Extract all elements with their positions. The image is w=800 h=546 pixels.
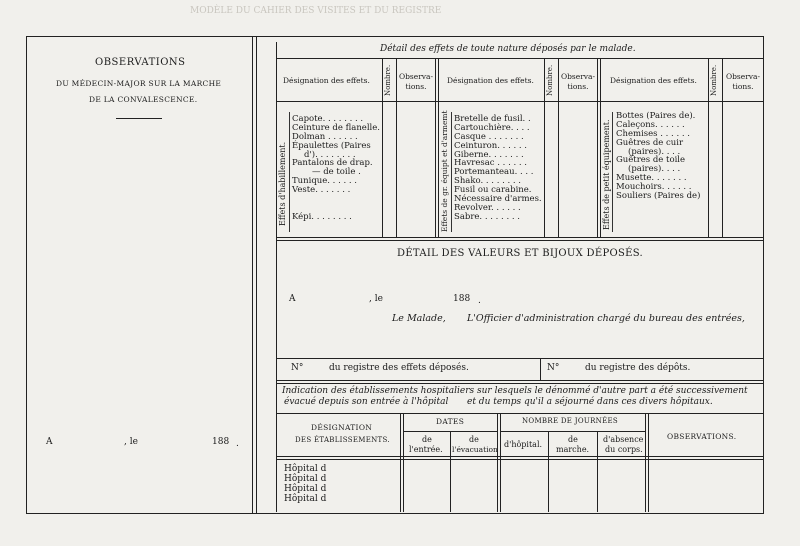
list-item: Ceinture de flanelle. bbox=[292, 122, 380, 133]
table-row: Hôpital d bbox=[284, 484, 327, 494]
valeurs-date-a: A bbox=[289, 294, 296, 304]
g1-brace bbox=[289, 112, 290, 232]
hop-hopital-header: d'hôpital. bbox=[504, 440, 543, 449]
hop-col-nombre-1 bbox=[497, 413, 498, 512]
list-item: Giberne. . . . . . . bbox=[454, 149, 524, 160]
divider-left-2 bbox=[256, 36, 257, 514]
sep-g3-nombre bbox=[708, 58, 709, 238]
registre-no1: N° bbox=[291, 363, 304, 373]
list-item: Veste. . . . . . . bbox=[292, 185, 351, 196]
sep-g2-nombre bbox=[544, 58, 545, 238]
list-item: Ceinturon. . . . . . bbox=[454, 140, 527, 151]
observations-date-end: . bbox=[236, 439, 239, 449]
sep-g2-start-2 bbox=[438, 58, 439, 238]
observations-rule bbox=[116, 118, 162, 119]
g3-group-label: Effets de petit équipement. bbox=[602, 119, 611, 230]
g2-observations-header: Observa-tions. bbox=[560, 72, 596, 91]
observations-date-a: A bbox=[46, 437, 53, 447]
valeurs-date-le: , le bbox=[369, 294, 383, 304]
g2-nombre-header: Nombre. bbox=[546, 64, 554, 96]
list-item: Revolver. . . . . . bbox=[454, 202, 521, 213]
sep-g2-start-1 bbox=[435, 58, 436, 238]
list-item: Sabre. . . . . . . . bbox=[454, 211, 520, 222]
list-item: Épaulettes (Paires bbox=[292, 140, 371, 151]
hop-designation-header-2: DES ÉTABLISSEMENTS. bbox=[295, 436, 390, 444]
g2-designation-header: Désignation des effets. bbox=[447, 76, 534, 85]
list-item: d'). . . . . . . . bbox=[304, 149, 356, 160]
list-item: Pantalons de drap. bbox=[292, 158, 373, 169]
hop-marche-header-1: de bbox=[568, 435, 578, 444]
list-item: Musette. . . . . . . bbox=[616, 173, 687, 184]
list-item: Guêtres de cuir bbox=[616, 137, 684, 148]
registre-bottom-rule-2 bbox=[276, 383, 764, 384]
main-left-edge bbox=[276, 42, 277, 512]
list-item: Havresac . . . . . . bbox=[454, 158, 527, 169]
g1-group-label: Effets d'habillement. bbox=[278, 141, 287, 226]
list-item: Caleçons. . . . . . bbox=[616, 119, 685, 130]
hop-evac-header-1: de bbox=[469, 435, 479, 444]
list-item: Fusil ou carabine. bbox=[454, 185, 532, 196]
g3-designation-header: Désignation des effets. bbox=[610, 76, 697, 85]
list-item: Casque . . . . . . . bbox=[454, 131, 524, 142]
list-item: Dolman . . . . . . bbox=[292, 131, 358, 142]
hopitaux-intro-1: Indication des établissements hospitaliers sur lesquels le dénommé d'autre part a été successivement bbox=[282, 386, 748, 396]
list-item: Nécessaire d'armes. bbox=[454, 194, 542, 205]
g1-nombre-header: Nombre. bbox=[384, 64, 392, 96]
hopitaux-intro-2a: évacué depuis son entrée à l'hôpital bbox=[284, 397, 449, 407]
hop-header-rule-1 bbox=[276, 456, 764, 457]
observations-date-year: 188 bbox=[212, 437, 230, 447]
registre-divider bbox=[540, 358, 541, 380]
table-row: Hôpital d bbox=[284, 464, 327, 474]
effects-bottom-rule-1 bbox=[276, 237, 764, 238]
valeurs-malade: Le Malade, bbox=[392, 313, 446, 324]
g2-group-label: Effets de gr. équipt et d'armemt bbox=[440, 110, 449, 232]
hop-col-marche bbox=[548, 431, 549, 512]
list-item: Guêtres de toile bbox=[616, 155, 686, 166]
list-item: Tunique. . . . . . bbox=[292, 176, 358, 187]
hop-subheader-rule-dates bbox=[403, 431, 497, 432]
registre-bottom-rule-1 bbox=[276, 380, 764, 381]
divider-left-1 bbox=[252, 36, 253, 514]
sep-g1-nombre bbox=[382, 58, 383, 238]
list-item: Képi. . . . . . . . bbox=[292, 211, 352, 222]
registre-no2: N° bbox=[547, 363, 560, 373]
list-item: Souliers (Paires de) bbox=[616, 191, 701, 202]
hop-col-obs-1 bbox=[645, 413, 646, 512]
hop-col-evac bbox=[450, 431, 451, 512]
list-item bbox=[292, 195, 380, 204]
list-item: Capote. . . . . . . . bbox=[292, 114, 364, 124]
valeurs-date-year: 188 bbox=[453, 294, 471, 304]
observations-date-le: , le bbox=[124, 437, 138, 447]
effects-bottom-rule-2 bbox=[276, 240, 764, 241]
g2-brace bbox=[451, 112, 452, 232]
list-item: Portemanteau. . . . bbox=[454, 167, 534, 178]
list-item: Bottes (Paires de). bbox=[616, 111, 696, 121]
list-item: — de toile . bbox=[312, 167, 361, 178]
hop-dates-header: DATES bbox=[436, 417, 465, 426]
hop-observations-header: OBSERVATIONS. bbox=[667, 432, 737, 441]
valeurs-officier: L'Officier d'administration chargé du bureau des entrées, bbox=[467, 313, 745, 324]
hop-col-nombre-2 bbox=[500, 413, 501, 512]
registre-text2: du registre des dépôts. bbox=[585, 363, 691, 373]
list-item: Bretelle de fusil. . bbox=[454, 114, 531, 124]
observations-title: OBSERVATIONS bbox=[95, 57, 186, 68]
hop-evac-header-2: l'évacuation bbox=[452, 445, 498, 454]
effects-title: Détail des effets de toute nature déposés par le malade. bbox=[380, 44, 636, 54]
g1-item-list bbox=[292, 115, 380, 222]
hop-absence-header-2: du corps. bbox=[605, 445, 643, 454]
list-item: Mouchoirs. . . . . . bbox=[616, 182, 692, 193]
list-item: (paires). . . . bbox=[628, 164, 681, 175]
hop-absence-header-1: d'absence bbox=[603, 435, 644, 444]
registre-top-rule bbox=[276, 358, 764, 359]
bleed-through-header: MODÈLE DU CAHIER DES VISITES ET DU REGISTRE bbox=[190, 6, 442, 16]
hop-entree-header-1: de bbox=[422, 435, 432, 444]
list-item: (paires). . . . bbox=[628, 146, 681, 157]
g3-item-list bbox=[616, 112, 700, 201]
valeurs-date-end: . bbox=[478, 296, 481, 306]
g1-observations-header: Observa-tions. bbox=[398, 72, 434, 91]
observations-line2: DE LA CONVALESCENCE. bbox=[89, 95, 198, 104]
list-item: Cartouchière. . . . bbox=[454, 122, 530, 133]
observations-line1: DU MÉDECIN-MAJOR SUR LA MARCHE bbox=[56, 79, 222, 88]
registre-text1: du registre des effets déposés. bbox=[329, 363, 469, 373]
g3-nombre-header: Nombre. bbox=[710, 64, 718, 96]
list-item: Shako. . . . . . . . bbox=[454, 176, 522, 187]
effects-title-rule bbox=[276, 58, 764, 59]
sep-g1-obs bbox=[396, 58, 397, 238]
hop-entree-header-2: l'entrée. bbox=[409, 445, 443, 454]
sep-g3-start-1 bbox=[597, 58, 598, 238]
g3-brace bbox=[612, 112, 613, 232]
hopitaux-intro-2b: et du temps qu'il a séjourné dans ces divers hôpitaux. bbox=[467, 397, 713, 407]
hop-subheader-rule-nombre bbox=[500, 431, 645, 432]
effects-header-rule bbox=[276, 101, 764, 102]
hop-marche-header-2: marche. bbox=[556, 445, 590, 454]
valeurs-title: DÉTAIL DES VALEURS ET BIJOUX DÉPOSÉS. bbox=[397, 248, 644, 259]
g1-designation-header: Désignation des effets. bbox=[283, 76, 370, 85]
sep-g2-obs bbox=[558, 58, 559, 238]
table-row: Hôpital d bbox=[284, 494, 327, 504]
hop-col-dates-1 bbox=[400, 413, 401, 512]
g3-observations-header: Observa-tions. bbox=[725, 72, 761, 91]
sep-g3-start-2 bbox=[600, 58, 601, 238]
hop-rows bbox=[284, 464, 326, 504]
hop-nombre-header: NOMBRE DE JOURNÉES bbox=[522, 417, 618, 425]
table-row: Hôpital d bbox=[284, 474, 327, 484]
hop-col-absence bbox=[597, 431, 598, 512]
hop-col-obs-2 bbox=[648, 413, 649, 512]
sep-g3-obs bbox=[722, 58, 723, 238]
hop-col-dates-2 bbox=[403, 413, 404, 512]
hop-header-rule-2 bbox=[276, 459, 764, 460]
hopitaux-intro-rule bbox=[276, 413, 764, 414]
hop-designation-header-1: DÉSIGNATION bbox=[311, 423, 373, 432]
list-item: Chemises . . . . . . bbox=[616, 128, 690, 139]
g2-item-list bbox=[454, 115, 542, 222]
